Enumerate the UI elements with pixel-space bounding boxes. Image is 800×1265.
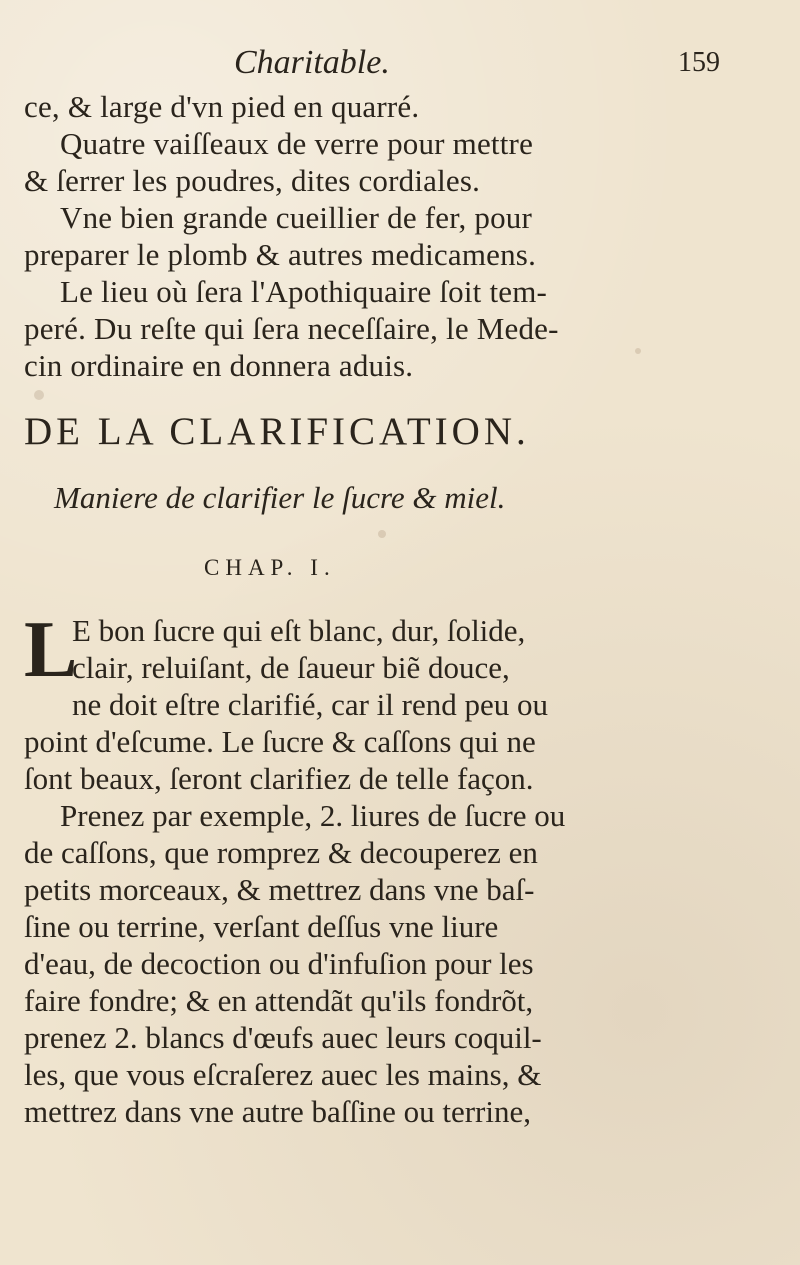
drop-cap: L (24, 606, 78, 694)
body-line: ſine ou terrine, verſant deſſus vne liure (24, 909, 499, 944)
body-line: Prenez par exemple, 2. liures de ſucre ou (60, 798, 566, 833)
paper-speck (378, 530, 386, 538)
body-line: clair, reluiſant, de ſaueur biẽ douce, (72, 650, 510, 685)
body-line: ſont beaux, ſeront clarifiez de telle façon. (24, 761, 534, 796)
intro-line: preparer le plomb & autres medicamens. (24, 237, 537, 272)
body-line: prenez 2. blancs d'œufs auec leurs coquil- (24, 1020, 542, 1055)
section-title: DE LA CLARIFICATION. (24, 410, 530, 453)
body-text (24, 606, 730, 1130)
body-line: point d'eſcume. Le ſucre & caſſons qui ne (24, 724, 536, 759)
body-line: E bon ſucre qui eſt blanc, dur, ſolide, (72, 613, 526, 648)
intro-line: peré. Du reſte qui ſera neceſſaire, le Mede- (24, 311, 559, 346)
chapter-heading: CHAP. I. (204, 555, 336, 580)
body-line: mettrez dans vne autre baſſine ou terrine, (24, 1094, 531, 1129)
intro-line: cin ordinaire en donnera aduis. (24, 348, 414, 383)
body-line: de caſſons, que romprez & decouperez en (24, 835, 538, 870)
section-subtitle: Maniere de clarifier le ſucre & miel. (54, 480, 506, 515)
running-title: Charitable. (234, 44, 390, 81)
intro-line: Quatre vaiſſeaux de verre pour mettre (60, 126, 534, 161)
body-paragraph (24, 606, 730, 1130)
running-head (204, 38, 720, 88)
body-line: ne doit eſtre clarifié, car il rend peu ou (72, 687, 548, 722)
body-line: faire fondre; & en attendãt qu'ils fondrõt, (24, 983, 534, 1018)
paper-speck (34, 390, 44, 400)
intro-line: ce, & large d'vn pied en quarré. (24, 89, 420, 124)
intro-line: Le lieu où ſera l'Apothiquaire ſoit tem- (60, 274, 548, 309)
body-line: d'eau, de decoction ou d'infuſion pour les (24, 946, 534, 981)
body-line: petits morceaux, & mettrez dans vne baſ- (24, 872, 535, 907)
page-number: 159 (678, 47, 720, 78)
paper-speck (635, 348, 641, 354)
intro-paragraph (24, 88, 730, 384)
body-line: les, que vous eſcraſerez auec les mains, & (24, 1057, 542, 1092)
intro-line: & ſerrer les poudres, dites cordiales. (24, 163, 481, 198)
intro-line: Vne bien grande cueillier de fer, pour (60, 200, 533, 235)
